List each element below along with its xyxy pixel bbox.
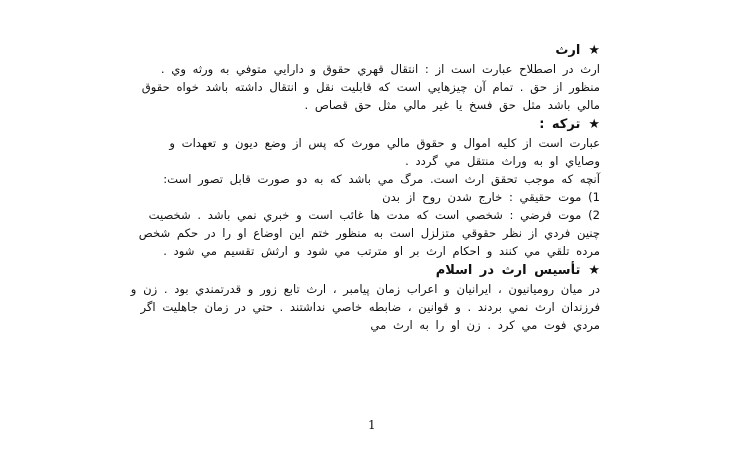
section-heading-inheritance: ★ارث	[555, 43, 600, 58]
star-bullet-icon: ★	[588, 117, 600, 132]
list-item: 1) موت حقيقي : خارج شدن روح از بدن	[382, 190, 600, 204]
paragraph: عبارت است از كليه اموال و حقوق مالي مورث كه پس از وضع ديون و تعهدات و وصاياي او به وراث منتقل مي گردد .	[169, 136, 600, 168]
page-body	[130, 40, 600, 334]
paragraph: منظور از حق . تمام آن چيزهايي است كه قابليت نقل و انتقال داشته باشد خواه حقوق مالي باشد مثل حق فسخ يا غير مالي مثل حق قصاص .	[141, 80, 600, 112]
star-bullet-icon: ★	[588, 43, 600, 58]
list-item: 2) موت فرضي : شخصي است كه مدت ها غائب است و خبري نمي باشد . شخصيت چنين فردي از نظر حقوقي متزلزل است به منظور ختم اين اوضاع او را در حكم شخص مرده تلقي مي كنند و احكام ارث بر او مترتب مي شود و ارثش تقسيم مي شود .	[138, 208, 600, 258]
section-heading-estate: ★تركه :	[539, 117, 600, 132]
paragraph: ارث در اصطلاح عبارت است از : انتقال قهري حقوق و دارايي متوفي به ورثه وي .	[160, 62, 600, 76]
paragraph: در ميان روميانيون ، ايرانيان و اعراب زمان پيامبر ، ارث تابع زور و قدرتمندي بود . زن و فرزندان ارث نمي بردند . و قوانين ، ضابطه خاصي نداشتند . حتي در زمان جاهليت اگر مردي فوت مي كرد . زن او را به ارث مي	[130, 282, 600, 332]
paragraph: آنچه كه موجب تحقق ارث است. مرگ مي باشد كه به دو صورت قابل تصور است:	[163, 172, 600, 186]
page-number: 1	[368, 418, 376, 432]
star-bullet-icon: ★	[588, 263, 600, 278]
section-heading-islam: ★تأسيس ارث در اسلام	[435, 263, 600, 278]
